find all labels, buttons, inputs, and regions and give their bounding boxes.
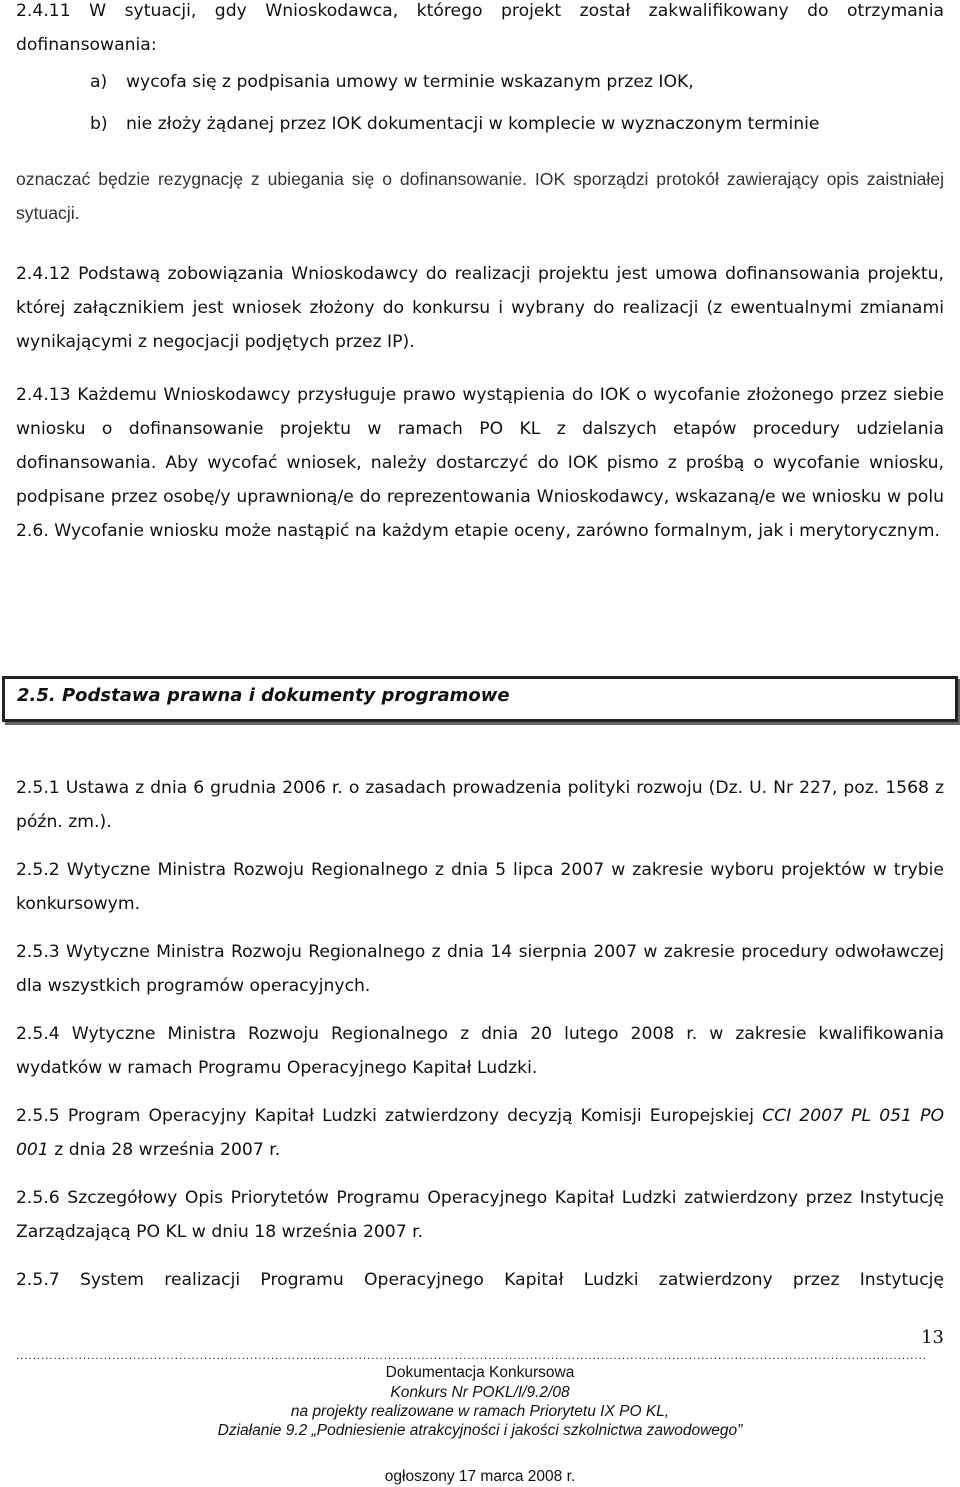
paragraph-2-5-5 bbox=[16, 1099, 944, 1167]
paragraph-2-4-12 bbox=[16, 257, 944, 359]
list-item-b bbox=[90, 107, 820, 141]
paragraph-2-5-3-text: 2.5.3 Wytyczne Ministra Rozwoju Regionalnego z dnia 14 sierpnia 2007 w zakresie procedury odwoławczej dla wszystkich programów operacyjnych. bbox=[16, 942, 944, 996]
paragraph-2-4-11-tail-text: oznaczać będzie rezygnację z ubiegania się o dofinansowanie. IOK sporządzi protokół zawierający opis zaistniałej sytuacji. bbox=[16, 169, 944, 223]
paragraph-2-5-5-code: CCI 2007 PL 051 PO 001 bbox=[16, 1106, 945, 1160]
paragraph-2-4-11 bbox=[16, 0, 944, 62]
paragraph-2-5-5-before: 2.5.5 Program Operacyjny Kapitał Ludzki zatwierdzony decyzją Komisji Europejskiej bbox=[16, 1106, 763, 1126]
paragraph-2-4-13-text: 2.4.13 Każdemu Wnioskodawcy przysługuje prawo wystąpienia do IOK o wycofanie złożonego przez siebie wniosku o dofinansowanie projektu w ramach PO KL z dalszych etapów procedury udzielania dofinansowania. Aby wycofać wniosek, należy dostarczyć do IOK pismo z prośbą o wycofanie wniosku, podpisane przez osobę/y uprawnioną/e do reprezentowania Wnioskodawcy, wskazaną/e we wniosku w polu 2.6. Wycofanie wniosku może nastąpić na każdym etapie oceny, zarówno formalnym, jak i merytorycznym. bbox=[16, 385, 944, 541]
paragraph-2-5-4-text: 2.5.4 Wytyczne Ministra Rozwoju Regionalnego z dnia 20 lutego 2008 r. w zakresie kwalifikowania wydatków w ramach Programu Operacyjnego Kapitał Ludzki. bbox=[16, 1024, 944, 1078]
paragraph-2-5-3 bbox=[16, 935, 944, 1003]
paragraph-2-4-11-line1: 2.4.11 W sytuacji, gdy Wnioskodawca, którego projekt został zakwalifikowany do otrzymania bbox=[16, 1, 944, 21]
footer-line-2: Konkurs Nr POKL/I/9.2/08 bbox=[390, 1384, 570, 1401]
paragraph-2-5-7 bbox=[16, 1263, 944, 1297]
list-item-a-text: wycofa się z podpisania umowy w terminie wskazanym przez IOK, bbox=[126, 72, 694, 92]
paragraph-2-4-11-tail bbox=[16, 162, 944, 230]
section-heading-box bbox=[2, 676, 958, 722]
list-item-a-label: a) bbox=[90, 72, 108, 92]
footer-line-3: na projekty realizowane w ramach Priorytetu IX PO KL, bbox=[290, 1403, 670, 1420]
paragraph-2-5-5-text bbox=[16, 1099, 944, 1167]
paragraph-2-5-5-after: z dnia 28 września 2007 r. bbox=[48, 1140, 281, 1160]
section-heading: 2.5. Podstawa prawna i dokumenty programowe bbox=[17, 685, 510, 706]
list-item-a bbox=[90, 65, 694, 99]
paragraph-2-5-1-text: 2.5.1 Ustawa z dnia 6 grudnia 2006 r. o zasadach prowadzenia polityki rozwoju (Dz. U. Nr 227, poz. 1568 z późn. zm.). bbox=[16, 778, 944, 832]
paragraph-2-5-7-text: 2.5.7 System realizacji Programu Operacyjnego Kapitał Ludzki zatwierdzony przez Instytucję bbox=[16, 1270, 944, 1290]
paragraph-2-4-11-line2: dofinansowania: bbox=[16, 35, 157, 55]
paragraph-2-5-1 bbox=[16, 771, 944, 839]
paragraph-2-4-12-text: 2.4.12 Podstawą zobowiązania Wnioskodawcy do realizacji projektu jest umowa dofinansowania projektu, której załącznikiem jest wniosek złożony do konkursu i wybrany do realizacji (z ewentualnymi zmianami wynikającymi z negocjacji podjętych przez IP). bbox=[16, 264, 944, 352]
paragraph-2-5-2-text: 2.5.2 Wytyczne Ministra Rozwoju Regionalnego z dnia 5 lipca 2007 w zakresie wyboru projektów w trybie konkursowym. bbox=[16, 860, 944, 914]
footer-line-4: Działanie 9.2 „Podniesienie atrakcyjności i jakości szkolnictwa zawodowego” bbox=[217, 1422, 743, 1439]
paragraph-2-4-13 bbox=[16, 378, 944, 548]
list-item-b-label: b) bbox=[90, 114, 108, 134]
paragraph-2-5-6 bbox=[16, 1181, 944, 1249]
list-item-b-text: nie złoży żądanej przez IOK dokumentacji w komplecie w wyznaczonym terminie bbox=[126, 114, 820, 134]
paragraph-2-5-2 bbox=[16, 853, 944, 921]
paragraph-2-5-4 bbox=[16, 1017, 944, 1085]
footer-line-5: ogłoszony 17 marca 2008 r. bbox=[384, 1468, 576, 1485]
footer-dotted-rule: .......................................................................................................................................................................................................................... bbox=[16, 1352, 927, 1362]
footer-line-1: Dokumentacja Konkursowa bbox=[385, 1364, 575, 1381]
page-number: 13 bbox=[921, 1327, 944, 1348]
paragraph-2-5-6-text: 2.5.6 Szczegółowy Opis Priorytetów Programu Operacyjnego Kapitał Ludzki zatwierdzony przez Instytucję Zarządzającą PO KL w dniu 18 września 2007 r. bbox=[16, 1188, 944, 1242]
